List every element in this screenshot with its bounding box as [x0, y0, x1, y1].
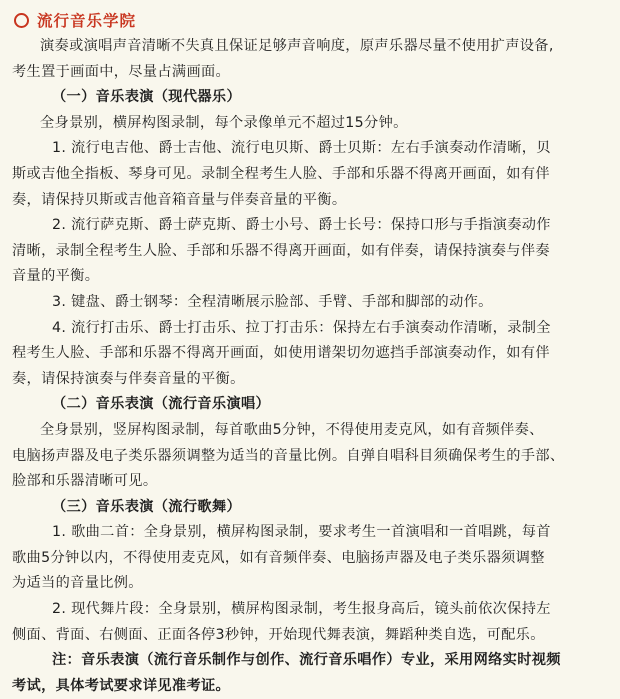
body-line: 注：音乐表演（流行音乐制作与创作、流行音乐唱作）专业，采用网络实时视频	[52, 652, 561, 669]
body-line: 演奏或演唱声音清晰不失真且保证足够声音响度，原声乐器尽量不使用扩声设备,	[40, 38, 554, 54]
section-heading: 流行音乐学院	[37, 12, 137, 30]
circle-bullet-icon	[14, 13, 29, 28]
section-heading-row	[12, 6, 606, 34]
body-line: （二）音乐表演（流行音乐演唱）	[52, 396, 271, 413]
body-line: 考生置于画面中，尽量占满画面。	[12, 63, 231, 80]
body-line: （三）音乐表演（流行歌舞）	[52, 498, 241, 515]
body-line: 3. 键盘、爵士钢琴：全程清晰展示脸部、手臂、手部和脚部的动作。	[52, 293, 493, 310]
body-line: 脸部和乐器清晰可见。	[12, 473, 158, 490]
body-line: 1. 流行电吉他、爵士吉他、流行电贝斯、爵士贝斯：左右手演奏动作清晰，贝	[52, 140, 551, 157]
body-line: 斯或吉他全指板、琴身可见。录制全程考生人脸、手部和乐器不得离开画面，如有伴	[12, 165, 550, 182]
body-line: 奏，请保持贝斯或吉他音箱音量与伴奏音量的平衡。	[12, 191, 347, 208]
document-body	[12, 34, 606, 699]
body-line: 侧面、背面、右侧面、正面各停3秒钟，开始现代舞表演，舞蹈种类自选，可配乐。	[12, 626, 545, 643]
body-line: 全身景别，横屏构图录制，每个录像单元不超过15分钟。	[40, 114, 408, 131]
body-line: 1. 歌曲二首：全身景别，横屏构图录制，要求考生一首演唱和一首唱跳，每首	[52, 524, 551, 541]
body-line: 音量的平衡。	[12, 268, 100, 285]
body-line: 2. 现代舞片段：全身景别，横屏构图录制，考生报身高后，镜头前依次保持左	[52, 601, 551, 618]
body-line: 清晰，录制全程考生人脸、手部和乐器不得离开画面，如有伴奏，请保持演奏与伴奏	[12, 242, 550, 259]
body-line: （一）音乐表演（现代器乐）	[52, 89, 241, 106]
body-line: 考试，具体考试要求详见准考证。	[12, 677, 231, 694]
body-line: 全身景别，竖屏构图录制，每首歌曲5分钟，不得使用麦克风，如有音频伴奏、	[40, 421, 544, 438]
body-line: 2. 流行萨克斯、爵士萨克斯、爵士小号、爵士长号：保持口形与手指演奏动作	[52, 217, 551, 234]
body-line: 程考生人脸、手部和乐器不得离开画面，如使用谱架切勿遮挡手部演奏动作，如有伴	[12, 345, 550, 362]
body-line: 歌曲5分钟以内，不得使用麦克风，如有音频伴奏、电脑扬声器及电子类乐器须调整	[12, 549, 545, 566]
body-line: 为适当的音量比例。	[12, 575, 143, 592]
body-line: 4. 流行打击乐、爵士打击乐、拉丁打击乐：保持左右手演奏动作清晰，录制全	[52, 319, 551, 336]
body-line: 电脑扬声器及电子类乐器须调整为适当的音量比例。自弹自唱科目须确保考生的手部、	[12, 447, 565, 464]
body-line: 奏，请保持演奏与伴奏音量的平衡。	[12, 370, 245, 387]
